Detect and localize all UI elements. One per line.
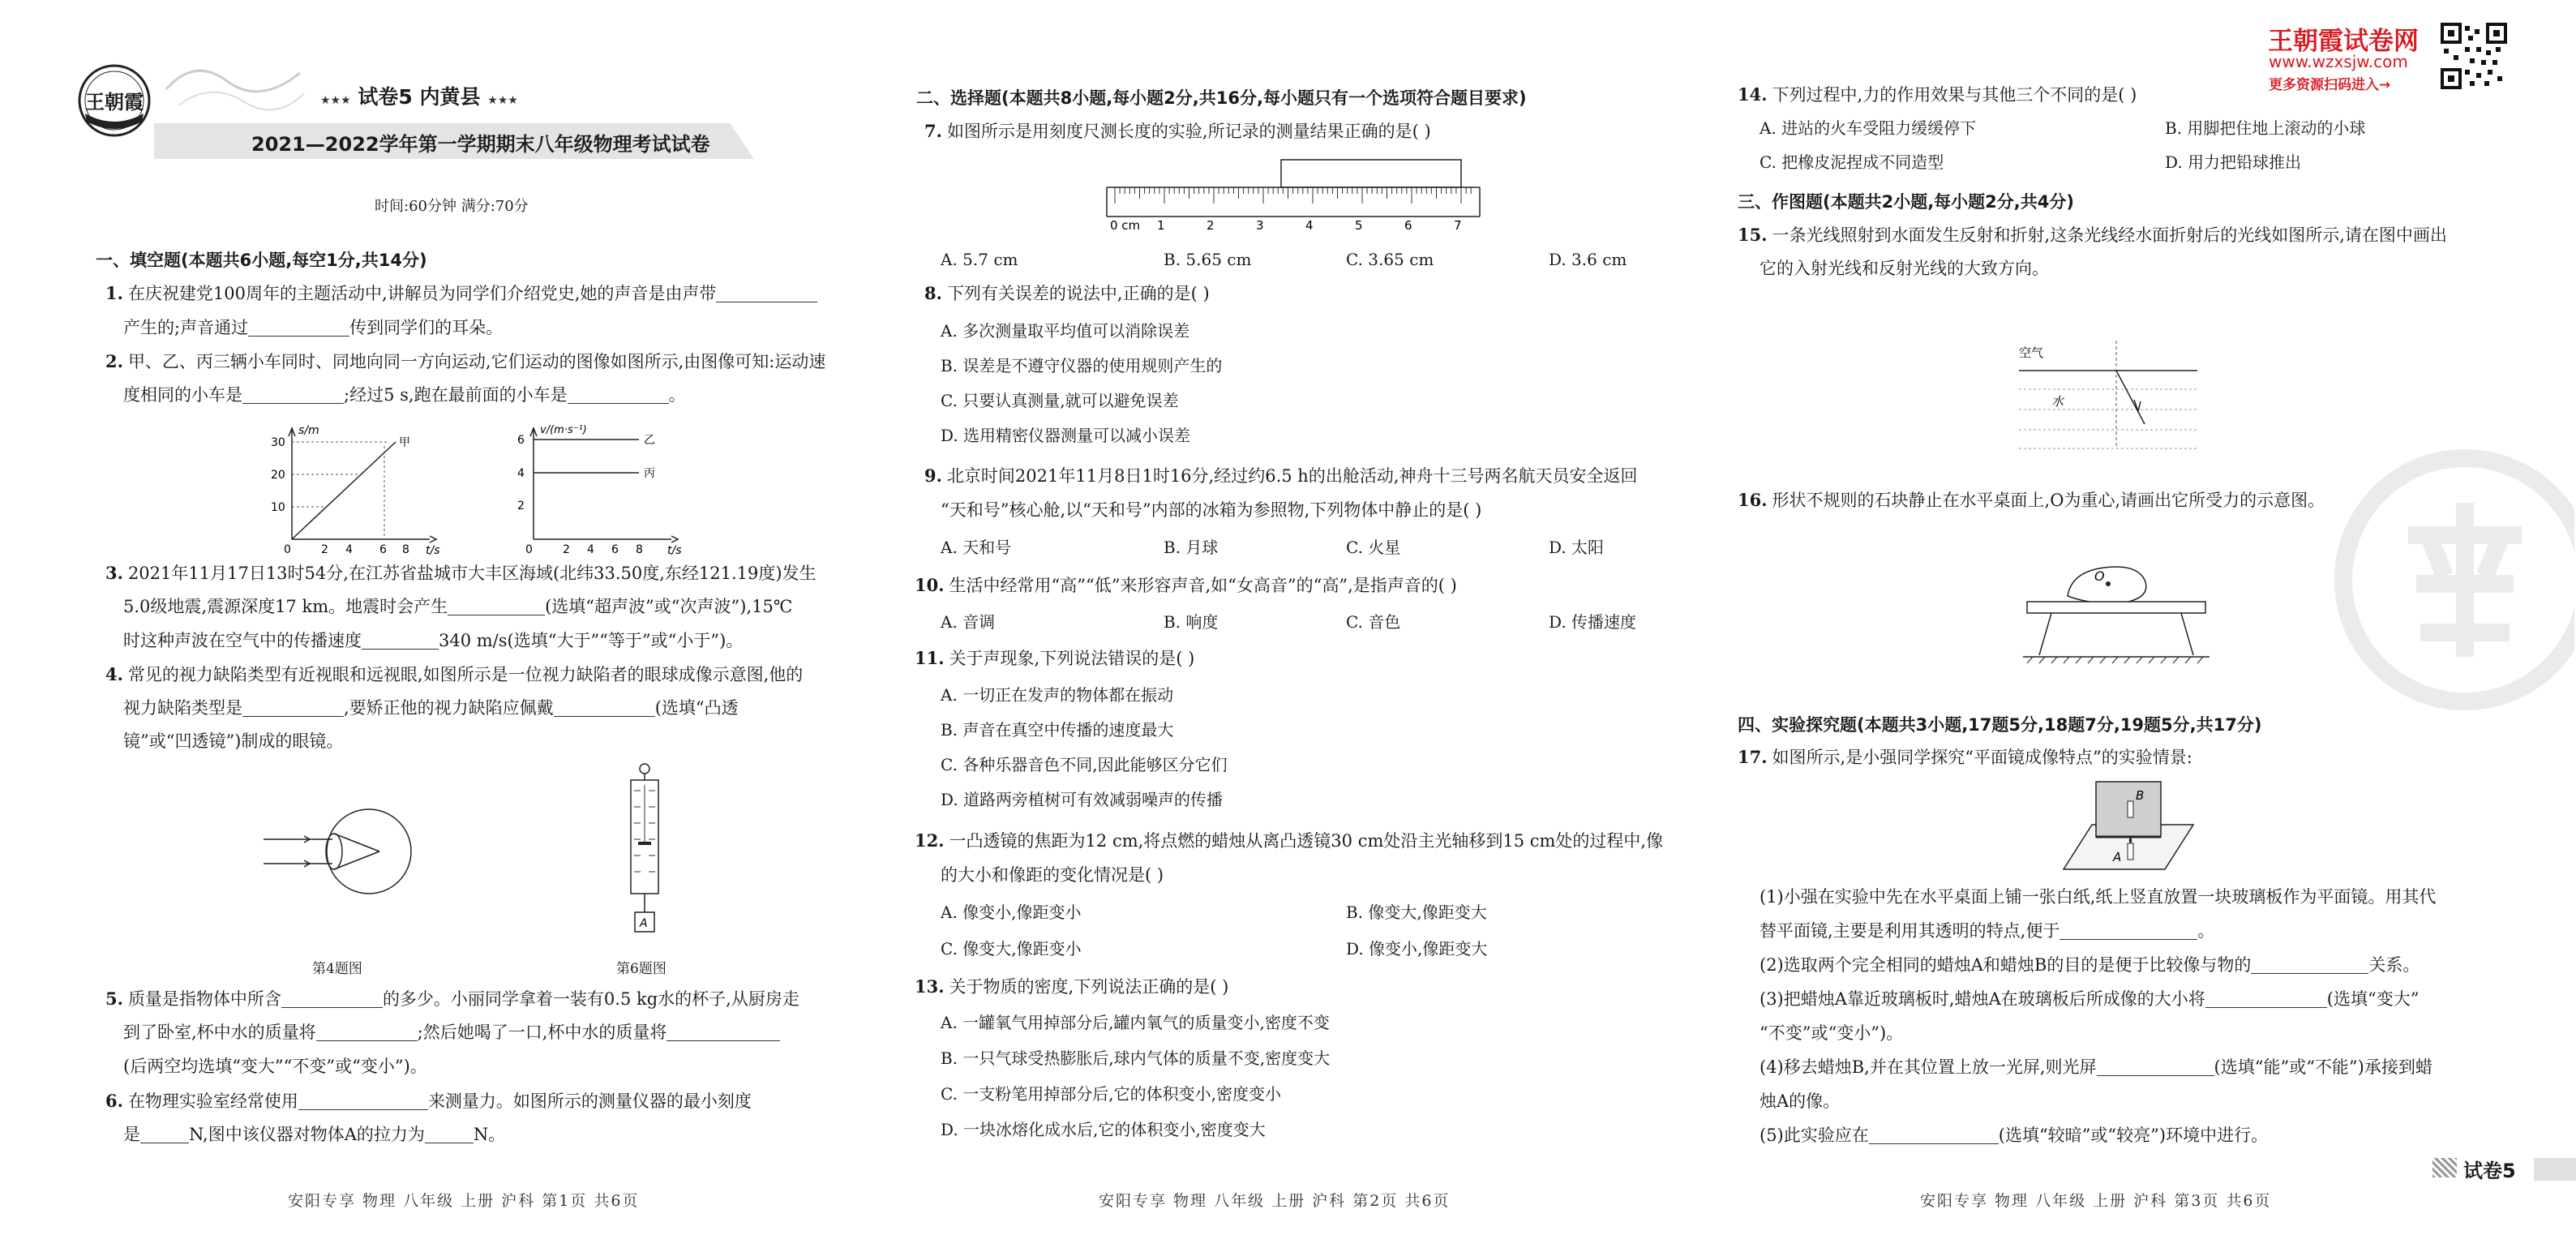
q15-line1: 一条光线照射到水面发生反射和折射,这条光线经水面折射后的光线如图所示,请在图中画出 [1772, 225, 2447, 245]
q4-number: 4. [105, 664, 123, 684]
q3-line2-a: 5.0级地震,震源深度17 km。地震时会产生 [123, 597, 448, 616]
q6-line1-b: 来测量力。如图所示的测量仪器的最小刻度 [427, 1091, 752, 1111]
q8-option-a[interactable]: A. 多次测量取平均值可以消除误差 [941, 321, 1190, 341]
q17-stem: 如图所示,是小强同学探究“平面镜成像特点”的实验情景: [1772, 748, 2192, 767]
q4-line2-b: ,要矫正他的视力缺陷应佩戴 [344, 698, 554, 718]
q2-line2-c: 。 [668, 385, 686, 405]
q17-sub4 [1759, 1050, 2432, 1085]
graph-s-t [268, 422, 454, 555]
graph2-series-b-label: 丙 [644, 467, 655, 480]
q12-option-b[interactable]: B. 像变大,像距变大 [1346, 903, 1487, 922]
q13-option-a[interactable]: A. 一罐氧气用掉部分后,罐内氧气的质量变小,密度不变 [941, 1013, 1330, 1032]
q3-number: 3. [105, 563, 123, 583]
q11-number: 11. [915, 648, 945, 668]
q7-option-a[interactable]: A. 5.7 cm [941, 250, 1018, 269]
question-12 [915, 823, 1663, 859]
ruler-label-7: 7 [1454, 218, 1462, 231]
q17-sub5 [1759, 1118, 2268, 1153]
q1-number: 1. [105, 283, 123, 303]
logo-text: 王朝霞 [85, 90, 144, 114]
q1-blank-2[interactable] [248, 318, 349, 337]
question-15 [1738, 217, 2447, 253]
question-9 [924, 458, 1638, 494]
q2-line1: 甲、乙、丙三辆小车同时、同地向同一方向运动,它们运动的图像如图所示,由图像可知:运动速 [127, 352, 826, 371]
question-1 [105, 276, 817, 311]
q4-line2 [123, 691, 739, 726]
candle-b-label: B [2136, 788, 2145, 803]
graph1-xtick-4: 4 [345, 543, 353, 555]
q3-line1: 2021年11月17日13时54分,在江苏省盐城市大丰区海域(北纬33.50度,东经121.19度)发生 [127, 564, 817, 583]
graph1-xtick-0: 0 [284, 543, 291, 555]
question-16 [1738, 482, 2325, 518]
q9-option-d[interactable]: D. 太阳 [1549, 538, 1605, 557]
q10-number: 10. [915, 575, 945, 595]
q12-line1: 一凸透镜的焦距为12 cm,将点燃的蜡烛从离凸透镜30 cm处沿主光轴移到15 cm处的过程中,像 [949, 831, 1664, 851]
q1-blank-1[interactable] [716, 284, 817, 302]
q14-number: 14. [1738, 84, 1768, 105]
question-2 [105, 344, 825, 380]
question-6 [105, 1083, 752, 1119]
q9-option-a[interactable]: A. 天和号 [941, 538, 1012, 557]
q17-sub2-a: (2)选取两个完全相同的蜡烛A和蜡烛B的目的是便于比较像与物的 [1759, 955, 2252, 975]
q9-option-b[interactable]: B. 月球 [1164, 538, 1219, 557]
q17-sub3-a: (3)把蜡烛A靠近玻璃板时,蜡烛A在玻璃板后所成像的大小将 [1759, 989, 2205, 1009]
ruler-label-2: 2 [1207, 218, 1215, 231]
air-label: 空气 [2019, 345, 2044, 360]
q6-blank-2[interactable] [140, 1125, 189, 1143]
q5-line1-b: 的多少。小丽同学拿着一装有0.5 kg水的杯子,从厨房走 [382, 989, 799, 1009]
q11-option-b[interactable]: B. 声音在真空中传播的速度最大 [941, 720, 1174, 740]
q12-option-a[interactable]: A. 像变小,像距变小 [941, 903, 1082, 922]
refraction-diagram [2019, 337, 2214, 450]
graph2-ytick-6: 6 [517, 434, 525, 447]
q11-option-a[interactable]: A. 一切正在发声的物体都在振动 [941, 685, 1174, 705]
q11-stem: 关于声现象,下列说法错误的是( ) [949, 649, 1195, 668]
graph-v-t [509, 422, 696, 555]
graph1-series-label: 甲 [399, 436, 410, 449]
q5-blank-2[interactable] [316, 1023, 418, 1041]
q17-blank-2[interactable] [2251, 955, 2368, 974]
q3-blank-1[interactable] [448, 597, 545, 615]
q1-line2-b: 传到同学们的耳朵。 [349, 318, 504, 337]
q8-option-d[interactable]: D. 选用精密仪器测量可以减小误差 [941, 426, 1191, 445]
q7-stem: 如图所示是用刻度尺测长度的实验,所记录的测量结果正确的是( ) [946, 122, 1431, 141]
q9-line1: 北京时间2021年11月8日1时16分,经过约6.5 h的出舱活动,神舟十三号两名航天员安全返回 [946, 466, 1638, 486]
series-jia-line [292, 442, 396, 539]
q7-number: 7. [924, 121, 942, 141]
q3-line2 [123, 590, 792, 624]
graph1-ytick-10: 10 [271, 501, 285, 514]
question-4 [105, 657, 803, 693]
ruler-diagram [1099, 158, 1488, 231]
q1-line1: 在庆祝建党100周年的主题活动中,讲解员为同学们介绍党史,她的声音是由声带 [127, 284, 717, 303]
q12-option-d[interactable]: D. 像变小,像距变大 [1346, 939, 1488, 958]
q14-stem: 下列过程中,力的作用效果与其他三个不同的是( ) [1772, 85, 2137, 105]
q5-line2 [123, 1015, 780, 1050]
q17-sub5-a: (5)此实验应在 [1759, 1126, 1869, 1145]
q17-blank-4[interactable] [2097, 1057, 2214, 1076]
graph1-xtick-6: 6 [379, 543, 387, 555]
graph2-xtick-0: 0 [525, 543, 533, 555]
q8-number: 8. [924, 283, 942, 303]
paper-title-text: 试卷5 内黄县 [358, 85, 481, 109]
q3-line3-b: 340 m/s(选填“大于”“等于”或“小于”)。 [439, 631, 744, 650]
q14-option-c[interactable]: C. 把橡皮泥捏成不同造型 [1759, 152, 1944, 172]
q17-blank-5[interactable] [1869, 1126, 1999, 1144]
q6-line2-a: 是 [123, 1125, 140, 1144]
q5-blank-1[interactable] [281, 989, 383, 1008]
q4-line2-a: 视力缺陷类型是 [123, 698, 242, 718]
graph2-xtick-6: 6 [611, 543, 619, 555]
q14-option-d[interactable]: D. 用力把铅球推出 [2165, 152, 2302, 172]
q6-blank-3[interactable] [425, 1125, 474, 1143]
plane-mirror-diagram [2060, 780, 2197, 873]
q10-stem: 生活中经常用“高”“低”来形容声音,如“女高音”的“高”,是指声音的( ) [949, 576, 1457, 595]
q10-option-c[interactable]: C. 音色 [1346, 612, 1401, 632]
q11-option-d[interactable]: D. 道路两旁植树可有效减弱噪声的传播 [941, 790, 1224, 809]
q4-line3: 镜”或“凹透镜”)制成的眼镜。 [123, 731, 344, 751]
figure-6-caption: 第6题图 [616, 961, 667, 977]
q16-stem: 形状不规则的石块静止在水平桌面上,O为重心,请画出它所受力的示意图。 [1772, 491, 2325, 510]
footer-page-3: 安阳专享 物理 八年级 上册 沪科 第3页 共6页 [1920, 1192, 2272, 1210]
q13-number: 13. [915, 976, 945, 997]
q5-number: 5. [105, 988, 123, 1009]
graph1-ytick-20: 20 [271, 469, 285, 482]
footer-page-1: 安阳专享 物理 八年级 上册 沪科 第1页 共6页 [288, 1192, 640, 1210]
q17-blank-1[interactable] [2060, 921, 2197, 940]
question-13 [915, 969, 1228, 1005]
page-1 [0, 0, 884, 1235]
q17-sub4-b: (选填“能”或“不能”)承接到蜡 [2214, 1057, 2432, 1077]
q6-line2-c: N。 [473, 1125, 506, 1144]
section-4-heading: 四、实验探究题(本题共3小题,17题5分,18题7分,19题5分,共17分) [1738, 715, 2262, 735]
q13-stem: 关于物质的密度,下列说法正确的是( ) [949, 977, 1229, 997]
brand-slogan: 更多资源扫码进入→ [2269, 77, 2391, 93]
spring-scale-diagram [624, 762, 665, 949]
q12-option-c[interactable]: C. 像变大,像距变小 [941, 939, 1082, 958]
q3-line3 [123, 624, 743, 658]
q15-number: 15. [1738, 225, 1768, 245]
brand-url: www.wzxsjw.com [2269, 52, 2408, 71]
q2-number: 2. [105, 351, 123, 371]
qr-code-icon[interactable] [2441, 23, 2507, 89]
q17-sub2 [1759, 948, 2420, 983]
question-3 [105, 555, 817, 591]
q12-number: 12. [915, 830, 945, 851]
graph2-ytick-4: 4 [517, 467, 525, 480]
ruler-label-5: 5 [1355, 218, 1363, 231]
q17-blank-3[interactable] [2205, 989, 2327, 1008]
q17-sub3-b: (选填“变大” [2326, 989, 2420, 1009]
q17-sub1-line2-a: 替平面镜,主要是利用其透明的特点,便于 [1759, 921, 2060, 941]
q5-line2-b: ;然后她喝了一口,杯中水的质量将 [417, 1023, 667, 1042]
graph1-xtick-8: 8 [402, 543, 409, 555]
q17-sub1-line2 [1759, 914, 2214, 949]
q8-option-c[interactable]: C. 只要认真测量,就可以避免误差 [941, 391, 1179, 410]
section-3-heading: 三、作图题(本题共2小题,每小题2分,共4分) [1738, 192, 2074, 212]
q1-line2 [123, 311, 503, 345]
q16-number: 16. [1738, 490, 1768, 510]
question-7 [924, 114, 1431, 149]
graph2-series-a-label: 乙 [644, 434, 655, 447]
q6-line1-a: 在物理实验室经常使用 [127, 1091, 298, 1111]
q11-option-c[interactable]: C. 各种乐器音色不同,因此能够区分它们 [941, 755, 1228, 774]
section-2-heading: 二、选择题(本题共8小题,每小题2分,共16分,每小题只有一个选项符合题目要求) [916, 88, 1527, 108]
ruler-label-1: 1 [1157, 218, 1165, 231]
q17-sub1-line2-b: 。 [2197, 921, 2215, 941]
paper-tab-band [2534, 1158, 2576, 1181]
q5-line1-a: 质量是指物体中所含 [127, 989, 281, 1009]
graph2-xtick-4: 4 [587, 543, 594, 555]
q2-blank-1[interactable] [242, 385, 344, 404]
q9-line2: “天和号”核心舱,以“天和号”内部的冰箱为参照物,下列物体中静止的是( ) [941, 500, 1482, 520]
q8-option-b[interactable]: B. 误差是不遵守仪器的使用规则产生的 [941, 356, 1223, 375]
q9-number: 9. [924, 465, 942, 486]
q2-line2-a: 度相同的小车是 [123, 385, 242, 405]
q7-option-d[interactable]: D. 3.6 cm [1549, 250, 1627, 269]
graph2-ytick-2: 2 [517, 500, 525, 512]
water-label: 水 [2051, 394, 2064, 409]
q14-option-a[interactable]: A. 进站的火车受阻力缓缓停下 [1759, 118, 1977, 138]
q3-line2-b: (选填“超声波”或“次声波”),15℃ [545, 597, 793, 616]
ruler-label-3: 3 [1256, 218, 1264, 231]
q10-option-d[interactable]: D. 传播速度 [1549, 612, 1637, 632]
question-8 [924, 276, 1210, 311]
q17-sub3 [1759, 982, 2419, 1017]
q6-line2-b: N,图中该仪器对物体A的拉力为 [189, 1125, 425, 1144]
graph1-ytick-30: 30 [271, 436, 285, 449]
q2-line2 [123, 378, 686, 413]
figure-4-caption: 第4题图 [312, 961, 362, 977]
q17-sub5-b: (选填“较暗”或“较亮”)环境中进行。 [1998, 1126, 2269, 1145]
paper-tab: 试卷5 [2463, 1160, 2516, 1182]
q5-blank-3[interactable] [667, 1023, 780, 1041]
q15-line2: 它的入射光线和反射光线的大致方向。 [1759, 259, 2049, 278]
question-17 [1738, 740, 2192, 775]
q17-sub1-line1: (1)小强在实验中先在水平桌面上铺一张白纸,纸上竖直放置一块玻璃板作为平面镜。用其代 [1759, 887, 2437, 907]
graph1-y-label: s/m [298, 424, 319, 437]
ruler-label-6: 6 [1404, 218, 1412, 231]
time-info: 时间:60分钟 满分:70分 [375, 198, 529, 215]
question-10 [915, 568, 1457, 603]
graph1-xtick-2: 2 [321, 543, 328, 555]
q4-blank-2[interactable] [554, 698, 655, 717]
q13-option-c[interactable]: C. 一支粉笔用掉部分后,它的体积变小,密度变小 [941, 1084, 1282, 1104]
q2-line2-b: ;经过5 s,跑在最前面的小车是 [344, 385, 568, 405]
q1-line2-a: 产生的;声音通过 [123, 318, 249, 337]
brand-name: 王朝霞试卷网 [2268, 27, 2419, 56]
graph2-xtick-2: 2 [563, 543, 570, 555]
footer-page-2: 安阳专享 物理 八年级 上册 沪科 第2页 共6页 [1099, 1192, 1451, 1210]
ruler-label-4: 4 [1305, 218, 1314, 231]
q17-sub3-line2: “不变”或“变小”)。 [1759, 1023, 1904, 1043]
question-5 [105, 981, 799, 1017]
q5-line2-a: 到了卧室,杯中水的质量将 [123, 1023, 316, 1042]
candle-a-label: A [2113, 850, 2122, 864]
q7-option-b[interactable]: B. 5.65 cm [1164, 250, 1252, 269]
q2-blank-2[interactable] [568, 385, 669, 404]
graph2-y-label: v/(m·s⁻¹) [540, 424, 587, 436]
question-14 [1738, 77, 2137, 113]
q3-blank-2[interactable] [362, 631, 439, 650]
q6-line2 [123, 1117, 505, 1152]
q4-line1: 常见的视力缺陷类型有近视眼和远视眼,如图所示是一位视力缺陷者的眼球成像示意图,他的 [127, 665, 804, 684]
graph1-x-label: t/s [426, 544, 440, 555]
refracted-ray [2116, 371, 2145, 424]
q17-number: 17. [1738, 747, 1768, 767]
q13-option-b[interactable]: B. 一只气球受热膨胀后,球内气体的质量不变,密度变大 [941, 1048, 1331, 1068]
logo [77, 63, 152, 138]
graph2-x-label: t/s [667, 544, 682, 555]
paper-tab-marker [2432, 1158, 2457, 1177]
page-3 [1727, 0, 2576, 1235]
stone-on-table-diagram [2023, 551, 2218, 665]
graph2-xtick-8: 8 [636, 543, 643, 555]
q10-option-b[interactable]: B. 响度 [1164, 612, 1219, 632]
secret-seal-watermark [2331, 446, 2574, 714]
question-11 [915, 641, 1194, 676]
page-2 [884, 0, 1727, 1235]
q17-sub4-line2: 烛A的像。 [1759, 1091, 1841, 1111]
q4-blank-1[interactable] [242, 698, 344, 717]
center-of-gravity-label: O [2094, 568, 2105, 584]
q10-option-a[interactable]: A. 音调 [941, 612, 996, 632]
q4-line2-c: (选填“凸透 [654, 698, 739, 718]
q13-option-d[interactable]: D. 一块冰熔化成水后,它的体积变小,密度变大 [941, 1120, 1266, 1139]
q6-blank-1[interactable] [298, 1091, 428, 1110]
paper-title: ★★★ 试卷5 内黄县 ★★★ [320, 85, 518, 109]
q12-line2: 的大小和像距的变化情况是( ) [941, 865, 1164, 885]
ruler-label-0: 0 cm [1110, 218, 1141, 231]
exam-title: 2021—2022学年第一学期期末八年级物理考试试卷 [251, 133, 710, 156]
q17-sub4-a: (4)移去蜡烛B,并在其位置上放一光屏,则光屏 [1759, 1057, 2097, 1077]
spring-object-label: A [640, 917, 648, 930]
q7-option-c[interactable]: C. 3.65 cm [1346, 250, 1434, 269]
section-1-heading: 一、填空题(本题共6小题,每空1分,共14分) [96, 251, 427, 270]
q6-number: 6. [105, 1091, 123, 1111]
q17-sub2-b: 关系。 [2368, 955, 2420, 975]
q9-option-c[interactable]: C. 火星 [1346, 538, 1401, 557]
q8-stem: 下列有关误差的说法中,正确的是( ) [946, 284, 1210, 303]
header-swirl-decoration [162, 57, 308, 122]
q5-line3: (后两空均选填“变大”“不变”或“变小”)。 [123, 1057, 427, 1076]
q14-option-b[interactable]: B. 用脚把住地上滚动的小球 [2165, 118, 2366, 138]
q3-line3-a: 时这种声波在空气中的传播速度 [123, 631, 362, 650]
eye-diagram [259, 807, 438, 896]
